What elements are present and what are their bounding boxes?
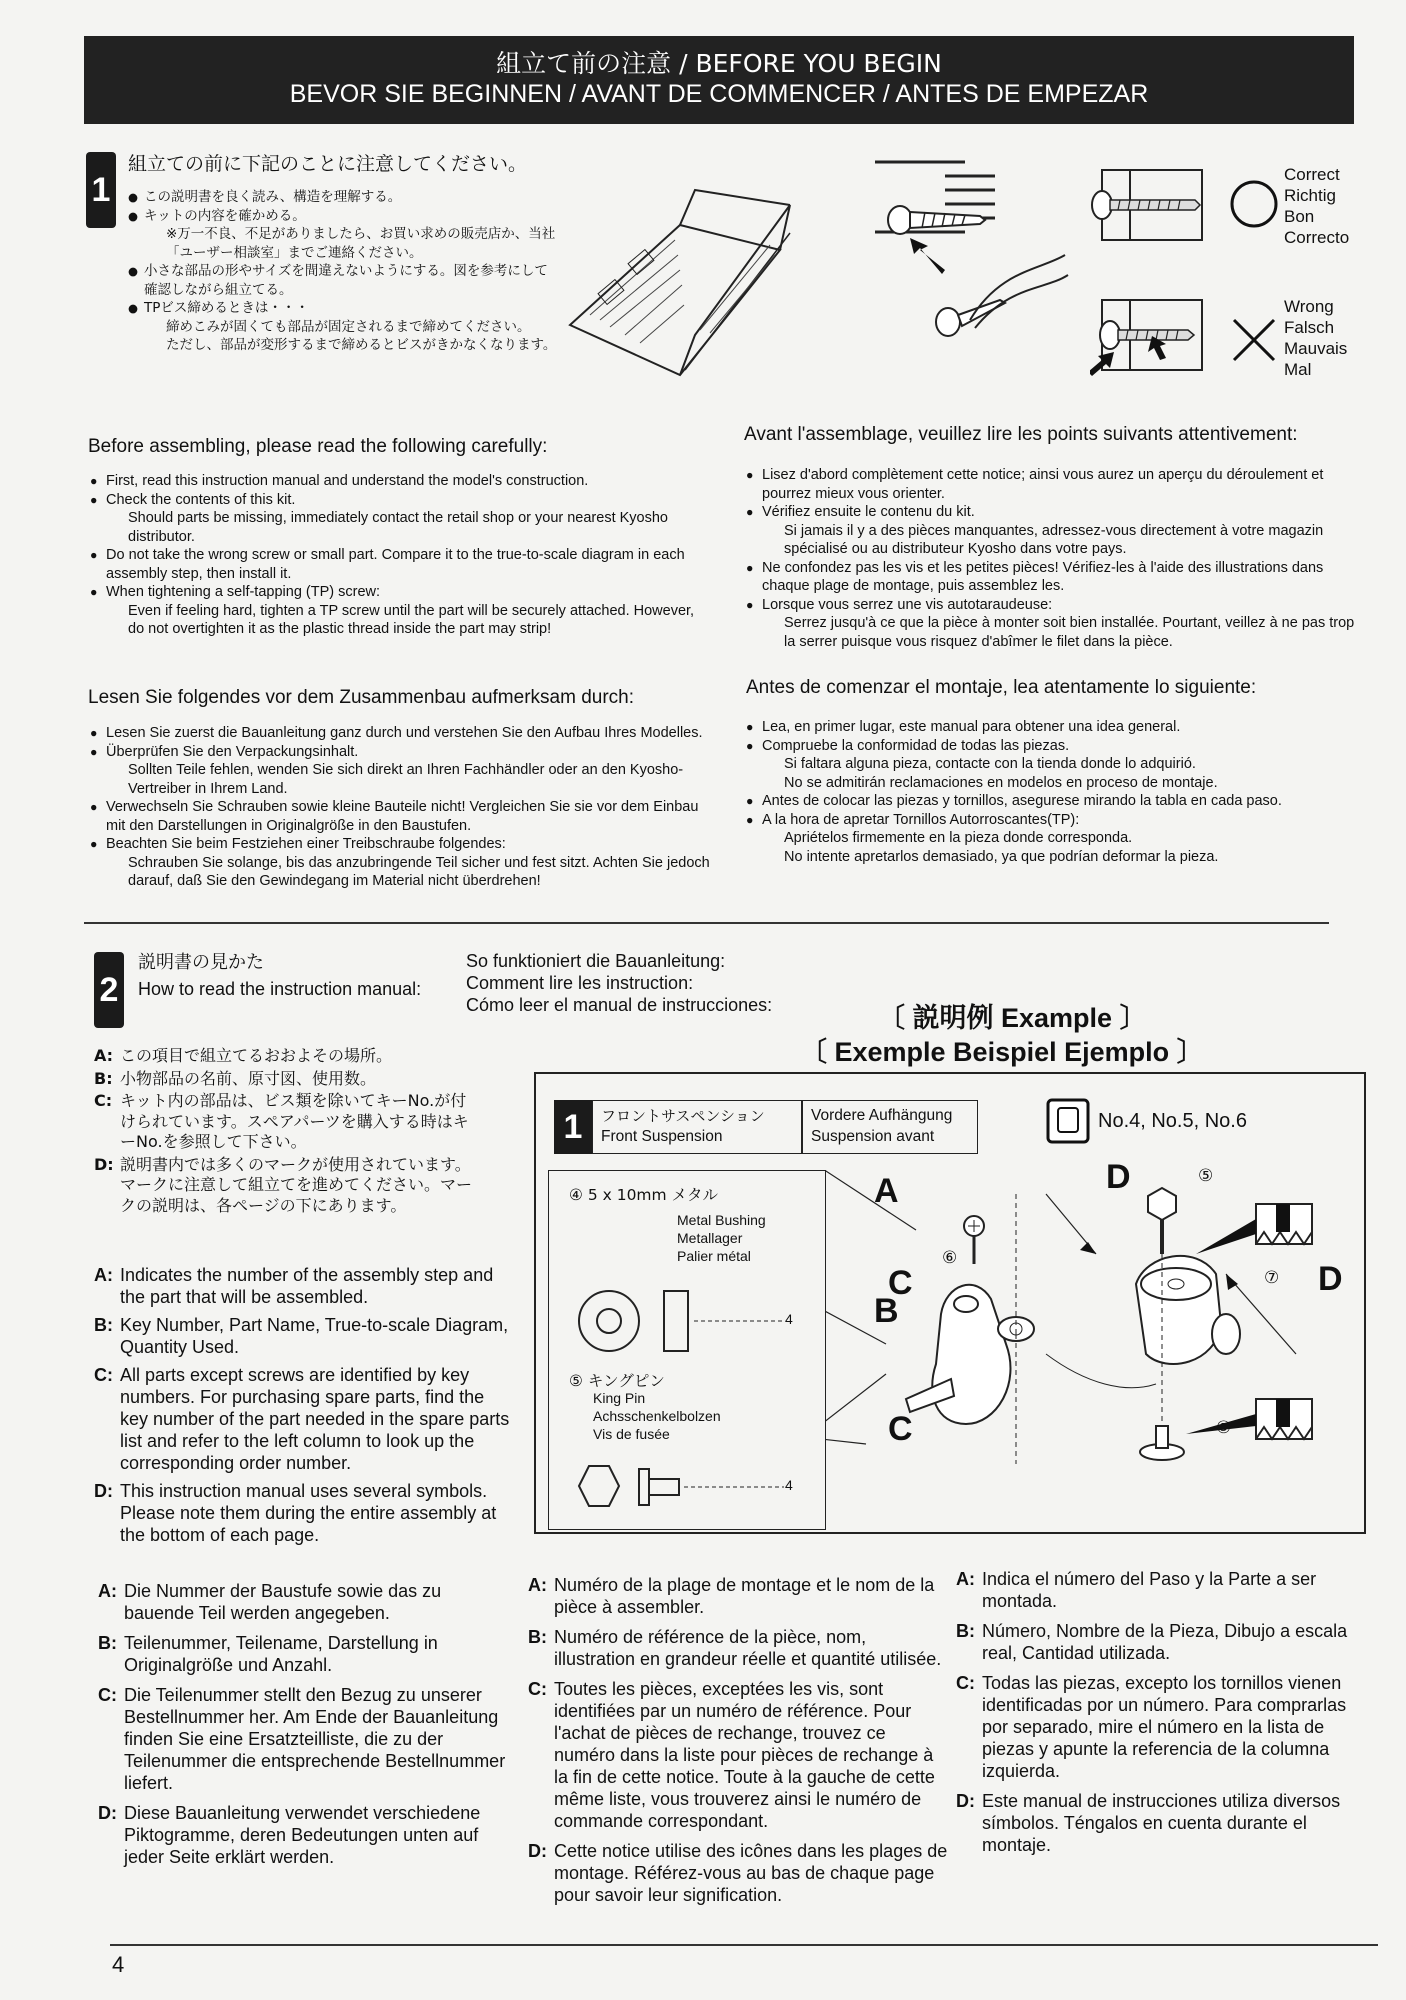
section1-es-list — [746, 718, 1366, 866]
list-item: No se admitirán reclamaciones en modelos en proceso de montaje. — [784, 774, 1218, 791]
section-divider — [84, 922, 1329, 924]
section2-title-fr: Comment lire les instruction: — [466, 973, 694, 993]
legend-key: D: — [98, 1803, 117, 1823]
list-item: ● Verwechseln Sie Schrauben sowie kleine Bauteile nicht! Vergleichen Sie sie vor dem Einbau mit den Darstellungen in Originalgröße in den Baustufen. — [90, 798, 710, 835]
list-item: ● First, read this instruction manual and understand the model's construction. — [90, 472, 710, 491]
list-item: No intente apretarlos demasiado, ya que podrían deformar la pieza. — [784, 848, 1219, 865]
header-banner — [84, 36, 1354, 124]
list-item: ● キットの内容を確かめる。 — [128, 207, 558, 226]
metal-bushing-drawing — [569, 1281, 819, 1361]
list-item: Schrauben Sie solange, bis das anzubringende Teil sicher und fest sitzt. Achten Sie jedoch darauf, daß Sie den Gewindegang im Material nicht überdrehen! — [128, 854, 710, 889]
list-item: ● Do not take the wrong screw or small part. Compare it to the true-to-scale diagram in each assembly step, then install it. — [90, 546, 710, 583]
legend-text: Todas las piezas, excepto los tornillos vienen identificadas por un número. Para comprarlas por separado, mire el número en la lista de piezas y apunte la referencia de la columna izquierda. — [982, 1673, 1347, 1781]
legend-text: Este manual de instrucciones utiliza diversos símbolos. Téngalos en cuenta durante el montaje. — [982, 1791, 1341, 1855]
legend-key: A: — [956, 1569, 975, 1589]
list-item: 締めこみが固くても部品が固定されるまで締めてください。 — [166, 318, 531, 335]
legend-row — [956, 1672, 1376, 1782]
correct-wrong-diagram — [1090, 160, 1230, 380]
list-item: Serrez jusqu'à ce que la pièce à monter soit bien installée. Pourtant, veillez à ne pas trop la serrer puisque vous risquez d'abîmer le filet dans la pièce. — [784, 615, 1355, 650]
list-item: ● Compruebe la conformidad de todas las piezas. — [746, 737, 1366, 756]
list-item: ● Ne confondez pas les vis et les petites pièces! Vérifiez-les à l'aide des illustrations dans chaque plage de montage, puis assemblez les. — [746, 559, 1366, 596]
legend-key: A: — [94, 1265, 113, 1285]
list-item: Si jamais il y a des pièces manquantes, adressez-vous directement à votre magazin spécialisé ou au distributeur Kyosho dans votre pays. — [784, 522, 1324, 557]
list-item: ● Beachten Sie beim Festziehen einer Treibschraube folgendes: — [90, 835, 710, 854]
wrong-labels — [1284, 296, 1347, 380]
legend-text: Key Number, Part Name, True-to-scale Diagram, Quantity Used. — [120, 1315, 509, 1357]
example-step-number: 1 — [554, 1100, 592, 1154]
correct-circle-icon — [1228, 178, 1282, 232]
legend-row — [98, 1632, 508, 1676]
key-number-5-lower: ⑤ — [1216, 1418, 1232, 1438]
example-step-en: Front Suspension — [601, 1128, 723, 1145]
legend-key: B: — [98, 1633, 117, 1653]
legend-row — [956, 1620, 1376, 1664]
correct-labels — [1284, 164, 1349, 248]
list-item: ● Lesen Sie zuerst die Bauanleitung ganz durch und verstehen Sie den Aufbau Ihres Modelles. — [90, 724, 710, 743]
legend-row — [956, 1790, 1376, 1856]
legend-text: Teilenummer, Teilename, Darstellung in Originalgröße und Anzahl. — [124, 1633, 438, 1675]
part1-name-de: Metallager — [677, 1230, 743, 1246]
legend-text: Numéro de la plage de montage et le nom de la pièce à assembler. — [554, 1575, 935, 1617]
legend-text: Indicates the number of the assembly step and the part that will be assembled. — [120, 1265, 494, 1307]
legend-text: 小物部品の名前、原寸図、使用数。 — [120, 1068, 377, 1088]
legend-row — [98, 1684, 508, 1794]
section2-title-es: Cómo leer el manual de instrucciones: — [466, 995, 773, 1015]
header-title-line2: BEVOR SIE BEGINNEN / AVANT DE COMMENCER / ANTES DE EMPEZAR — [289, 80, 1149, 108]
legend-key: C: — [956, 1673, 975, 1693]
legend-text: Die Teilenummer stellt den Bezug zu unserer Bestellnummer her. Am Ende der Bauanleitung finden Sie eine Ersatzteilliste, die zu der Teilenummer die entsprechende Bestellnummer liefert. — [124, 1685, 506, 1793]
section2-jp-list — [94, 1046, 474, 1218]
list-item: Should parts be missing, immediately contact the retail shop or your nearest Kyosho distributor. — [128, 510, 668, 545]
status-label: Mauvais — [1284, 339, 1348, 358]
status-label: Wrong — [1284, 297, 1334, 316]
legend-key: A: — [94, 1046, 114, 1065]
status-label: Richtig — [1284, 186, 1336, 205]
tp-screw-tightening-illustration — [870, 150, 1070, 350]
legend-row — [94, 1155, 474, 1217]
step2-number-badge: 2 — [94, 952, 124, 1028]
legend-row — [98, 1580, 508, 1624]
list-item: ● Überprüfen Sie den Verpackungsinhalt. — [90, 743, 710, 762]
status-label: Correcto — [1284, 228, 1350, 247]
example-step-de: Vordere Aufhängung — [811, 1107, 953, 1124]
list-item: ● Lea, en primer lugar, este manual para obtener una idea general. — [746, 718, 1366, 737]
legend-text: Die Nummer der Baustufe sowie das zu bauende Teil werden angegeben. — [124, 1581, 442, 1623]
key-number-5-upper: ⑤ — [1198, 1166, 1214, 1186]
legend-text: All parts except screws are identified by key numbers. For purchasing spare parts, find the key number of the part needed in the spare parts list and refer to the left column to look up the corresponding order number. — [120, 1365, 510, 1473]
status-label: Correct — [1284, 165, 1340, 184]
footer-rule — [110, 1944, 1378, 1946]
section1-en-list — [90, 472, 710, 639]
legend-row — [94, 1046, 474, 1067]
example-parts-numbers: No.4, No.5, No.6 — [1098, 1110, 1247, 1132]
legend-key: B: — [94, 1315, 113, 1335]
legend-key: A: — [528, 1575, 547, 1595]
callout-d-right: D — [1318, 1260, 1343, 1298]
section1-fr-list — [746, 466, 1366, 651]
king-pin-drawing — [569, 1451, 819, 1521]
list-item: ● When tightening a self-tapping (TP) screw: — [90, 583, 710, 602]
legend-row — [956, 1568, 1376, 1612]
legend-key: B: — [956, 1621, 975, 1641]
part2-names — [593, 1389, 721, 1443]
front-suspension-assembly-drawing — [826, 1134, 1366, 1534]
example-step-jp: フロントサスペンション — [601, 1107, 765, 1125]
list-item: ● Antes de colocar las piezas y tornillos, asegurese mirando la tabla en cada paso. — [746, 792, 1366, 811]
legend-key: A: — [98, 1581, 117, 1601]
legend-key: C: — [528, 1679, 547, 1699]
key-number-6: ⑥ — [942, 1248, 958, 1268]
legend-row — [94, 1091, 474, 1153]
legend-key: C: — [94, 1091, 113, 1110]
example-step-title-jp-en — [592, 1100, 802, 1154]
legend-text: Número, Nombre de la Pieza, Dibujo a escala real, Cantidad utilizada. — [982, 1621, 1348, 1663]
list-item: Apriételos firmemente en la pieza donde corresponda. — [784, 830, 1133, 846]
section2-title-en: How to read the instruction manual: — [138, 979, 422, 999]
section1-de-list — [90, 724, 710, 891]
parts-panel — [548, 1170, 826, 1530]
callout-b: B — [874, 1292, 899, 1330]
status-label: Falsch — [1284, 318, 1335, 337]
section1-de-title: Lesen Sie folgendes vor dem Zusammenbau aufmerksam durch: — [88, 687, 634, 708]
list-item: Sollten Teile fehlen, wenden Sie sich direkt an Ihren Fachhändler oder an den Kyosho-Vertreiber in Ihrem Land. — [128, 762, 684, 797]
part2-title: ⑤ キングピン — [569, 1372, 665, 1390]
legend-key: D: — [94, 1154, 114, 1174]
legend-row — [94, 1364, 514, 1474]
legend-row — [98, 1802, 508, 1868]
list-item: Even if feeling hard, tighten a TP screw until the part will be securely attached. However, do not overtighten it as the plastic thread inside the part may strip! — [128, 602, 695, 637]
part1-name-en: Metal Bushing — [677, 1212, 766, 1228]
section1-en-title: Before assembling, please read the following carefully: — [88, 436, 548, 457]
section1-jp-title: 組立ての前に下記のことに注意してください。 — [128, 153, 528, 175]
list-item: Si faltara alguna pieza, contacte con la tienda donde lo adquirió. — [784, 756, 1196, 772]
key-number-7: ⑦ — [1264, 1268, 1280, 1288]
example-title-2: 〔 Exemple Beispiel Ejemplo 〕 — [800, 1037, 1204, 1067]
section2-title-de: So funktioniert die Bauanleitung: — [466, 951, 726, 971]
legend-text: This instruction manual uses several symbols. Please note them during the entire assembly at the bottom of each page. — [120, 1481, 497, 1545]
legend-row — [528, 1574, 948, 1618]
example-box — [534, 1072, 1366, 1534]
legend-key: C: — [98, 1685, 117, 1705]
callout-c-lower: C — [888, 1410, 913, 1448]
legend-text: キット内の部品は、ビス類を除いてキーNo.が付けられています。スペアパーツを購入する時はキーNo.を参照して下さい。 — [120, 1091, 469, 1151]
list-item: ● TPビス締めるときは・・・ — [128, 299, 558, 318]
example-title-1: 〔 説明例 Example 〕 — [878, 1003, 1147, 1033]
legend-row — [94, 1480, 514, 1546]
legend-row — [528, 1626, 948, 1670]
section1-jp-list — [128, 188, 558, 355]
legend-row — [94, 1264, 514, 1308]
section1-fr-title: Avant l'assemblage, veuillez lire les points suivants attentivement: — [744, 424, 1298, 445]
legend-row — [528, 1678, 948, 1832]
legend-key: D: — [956, 1791, 975, 1811]
list-item: ● A la hora de apretar Tornillos Autorroscantes(TP): — [746, 811, 1366, 830]
callout-d-upper: D — [1106, 1158, 1131, 1196]
list-item: ● Lisez d'abord complètement cette notice; ainsi vous aurez un aperçu du déroulement et pourrez mieux vous orienter. — [746, 466, 1366, 503]
list-item: ただし、部品が変形するまで締めるとビスがきかなくなります。 — [166, 337, 557, 353]
legend-key: D: — [94, 1481, 113, 1501]
legend-key: C: — [94, 1365, 113, 1385]
callout-a: A — [874, 1172, 899, 1210]
section2-fr-list — [528, 1574, 948, 1914]
step-number-badge: 1 — [86, 152, 116, 228]
list-item: ● 小さな部品の形やサイズを間違えないようにする。図を参考にして確認しながら組立てる。 — [128, 262, 558, 299]
legend-key: D: — [528, 1841, 547, 1861]
part2-name-fr: Vis de fusée — [593, 1426, 670, 1442]
status-label: Bon — [1284, 207, 1315, 226]
legend-text: Toutes les pièces, exceptées les vis, sont identifiées par un numéro de référence. Pour l'achat de pièces de rechange, trouvez ce numéro dans la liste pour pièces de rechange à la fin de cette notice. Toute à la gauche de cette même liste, vous trouverez ainsi le numéro de commande correspondant. — [554, 1679, 935, 1831]
section2-es-list — [956, 1568, 1376, 1864]
header-title-line1: 組立て前の注意 / BEFORE YOU BEGIN — [496, 49, 942, 78]
list-item: ● この説明書を良く読み、構造を理解する。 — [128, 188, 558, 207]
legend-text: この項目で組立てるおおよその場所。 — [120, 1046, 393, 1065]
legend-text: Indica el número del Paso y la Parte a ser montada. — [982, 1569, 1317, 1611]
list-item: ● Check the contents of this kit. — [90, 491, 710, 510]
part1-name-fr: Palier métal — [677, 1248, 751, 1264]
part2-name-en: King Pin — [593, 1390, 646, 1406]
part1-names — [677, 1211, 766, 1265]
example-step-fr: Suspension avant — [811, 1128, 935, 1145]
part2-quantity: 4 — [785, 1477, 793, 1493]
section2-en-list — [94, 1264, 514, 1552]
legend-text: 説明書内では多くのマークが使用されています。マークに注意して組立てを進めてください。マークの説明は、各ページの下にあります。 — [120, 1154, 473, 1215]
legend-row — [94, 1069, 474, 1090]
section2-title-jp: 説明書の見かた — [138, 952, 264, 973]
legend-text: Numéro de référence de la pièce, nom, illustration en grandeur réelle et quantité utilisée. — [554, 1627, 942, 1669]
section1-es-title: Antes de comenzar el montaje, lea atentamente lo siguiente: — [746, 677, 1257, 698]
page-number: 4 — [112, 1952, 125, 1977]
wrong-cross-icon — [1230, 316, 1280, 366]
callout-c-upper: C — [888, 1264, 913, 1302]
legend-key: B: — [528, 1627, 547, 1647]
list-item: ※万一不良、不足がありましたら、お買い求めの販売店か、当社「ユーザー相談室」までご連絡ください。 — [166, 226, 556, 261]
legend-key: B: — [94, 1068, 113, 1088]
legend-row — [528, 1840, 948, 1906]
legend-row — [94, 1314, 514, 1358]
list-item: ● Lorsque vous serrez une vis autotaraudeuse: — [746, 596, 1366, 615]
legend-text: Cette notice utilise des icônes dans les plages de montage. Référez-vous au bas de chaque page pour savoir leur signification. — [554, 1841, 948, 1905]
list-item: ● Vérifiez ensuite le contenu du kit. — [746, 503, 1366, 522]
part2-name-de: Achsschenkelbolzen — [593, 1408, 721, 1424]
section2-de-list — [98, 1580, 508, 1876]
status-label: Mal — [1284, 360, 1312, 379]
legend-text: Diese Bauanleitung verwendet verschiedene Piktogramme, deren Bedeutungen unten auf jeder Seite erklärt werden. — [124, 1803, 481, 1867]
manual-book-illustration — [560, 185, 820, 395]
part1-title: ④ 5 x 10mm メタル — [569, 1186, 719, 1204]
part1-quantity: 4 — [785, 1311, 793, 1327]
